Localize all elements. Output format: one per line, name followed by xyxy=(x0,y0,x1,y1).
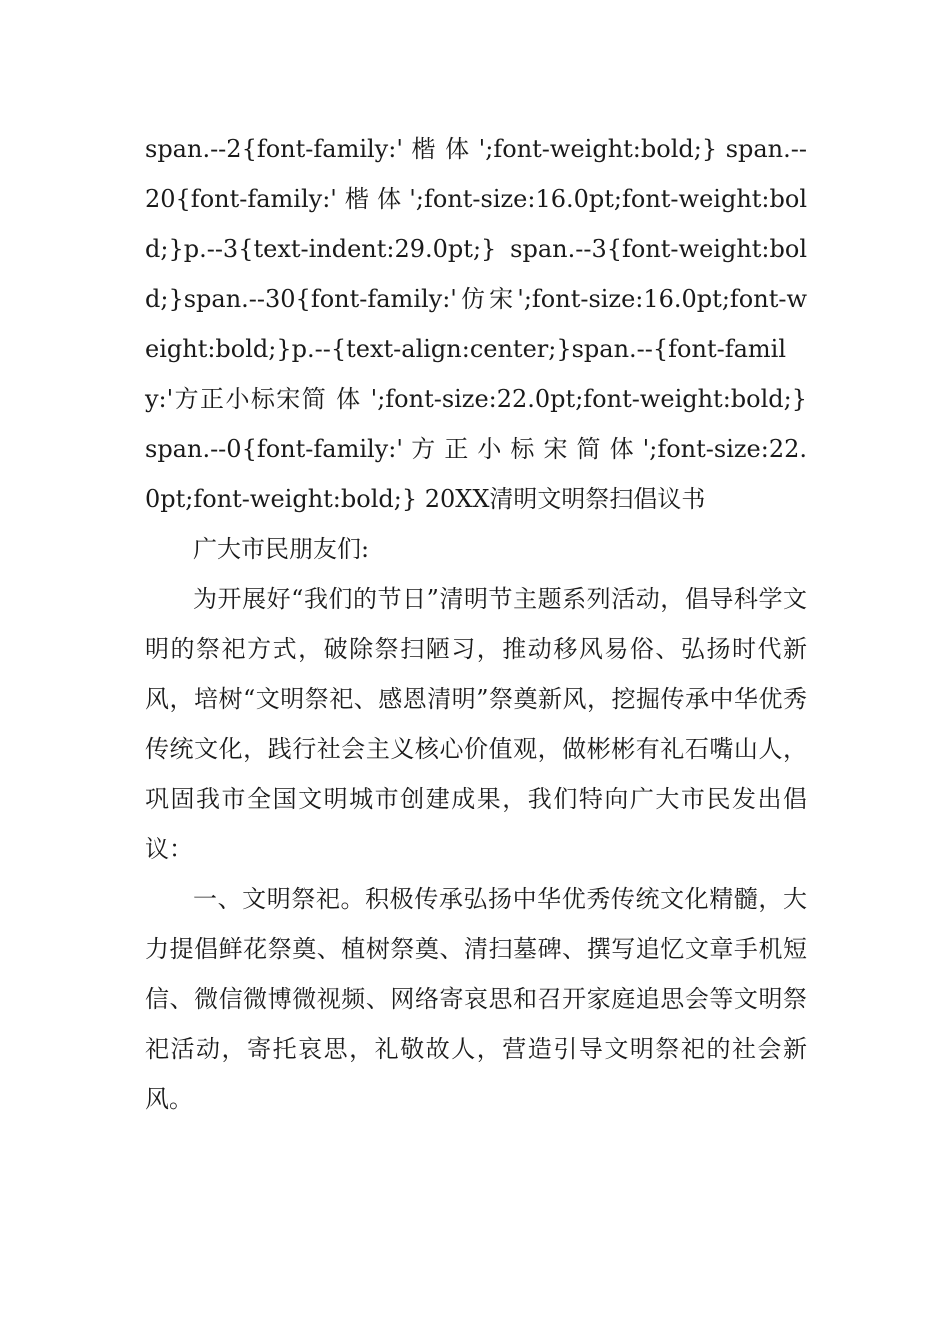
document-page xyxy=(145,124,807,1124)
intro-paragraph: 为开展好“我们的节日”清明节主题系列活动，倡导科学文明的祭祀方式，破除祭扫陋习，推动移风易俗、弘扬时代新风，培树“文明祭祀、感恩清明”祭奠新风，挖掘传承中华优秀传统文化，践行社会主义核心价值观，做彬彬有礼石嘴山人，巩固我市全国文明城市创建成果，我们特向广大市民发出倡议： xyxy=(145,585,807,863)
salutation: 广大市民朋友们: xyxy=(193,535,370,563)
css-residue-text: span.--2{font-family:' 楷 体 ';font-weight:bold;} span.--20{font-family:' 楷 体 ';font-size:16.0pt;font-weight:bold;}p.--3{text-indent:29.0pt;} span.--3{font-weight:bold;}span.--30{font-family:'仿宋';font-size:16.0pt;font-weight:bold;}p.--{text-align:center;}span.--{font-family:'方正小标宋简 体 ';font-size:22.0pt;font-weight:bold;} span.--0{font-family:' 方 正 小 标 宋 简 体 ';font-size:22.0pt;font-weight:bold;} xyxy=(145,135,807,513)
css-residue-and-title xyxy=(145,124,807,524)
document-title: 20XX清明文明祭扫倡议书 xyxy=(417,485,706,513)
item-1-paragraph: 一、文明祭祀。积极传承弘扬中华优秀传统文化精髓，大力提倡鲜花祭奠、植树祭奠、清扫墓碑、撰写追忆文章手机短信、微信微博微视频、网络寄哀思和召开家庭追思会等文明祭祀活动，寄托哀思，礼敬故人，营造引导文明祭祀的社会新风。 xyxy=(145,885,807,1113)
